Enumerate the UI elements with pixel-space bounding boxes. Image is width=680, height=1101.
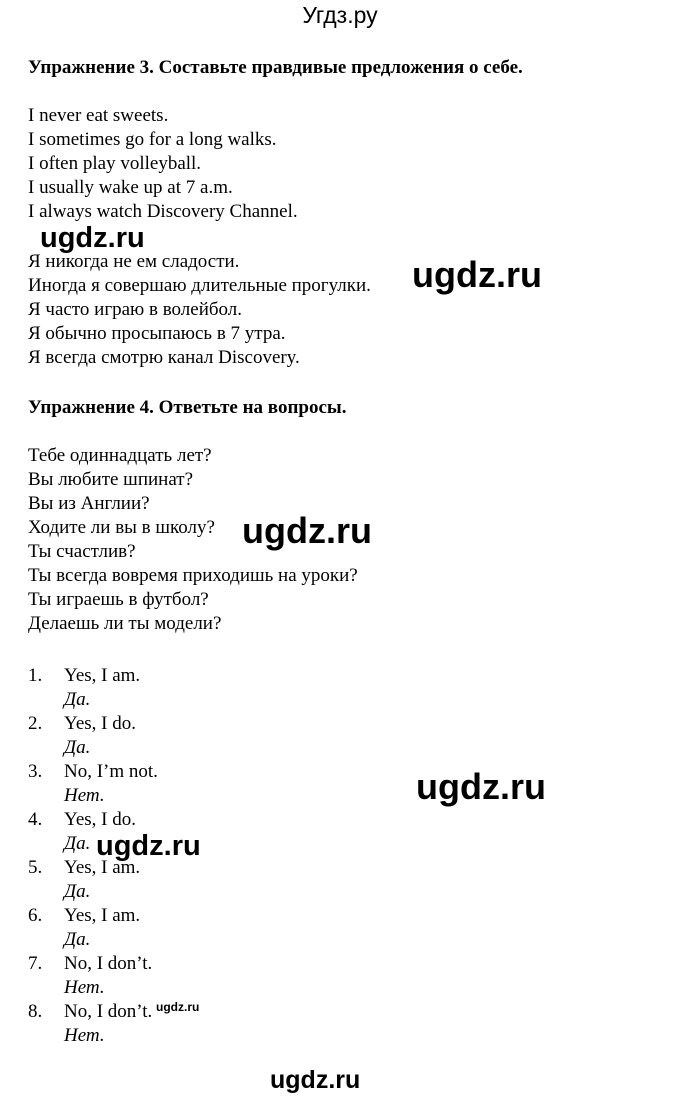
exercise-3-heading: Упражнение 3. Составьте правдивые предложения о себе. [28,57,523,78]
answer-english: No, I’m not. [64,761,158,782]
ex3-russian-line: Иногда я совершаю длительные прогулки. [28,275,371,296]
ex4-question: Вы любите шпинат? [28,469,193,490]
answer-russian: Да. [64,881,91,902]
ex4-question: Ты играешь в футбол? [28,589,209,610]
watermark: ugdz.ru [96,830,201,862]
ex3-english-line: I always watch Discovery Channel. [28,201,298,222]
answer-number: 5. [28,857,43,878]
answer-number: 8. [28,1001,43,1022]
answer-number: 1. [28,665,43,686]
site-title: Угдз.ру [302,2,378,28]
answer-english: No, I don’t. [64,1001,153,1022]
exercise-4-heading: Упражнение 4. Ответьте на вопросы. [28,397,347,418]
footer-watermark: ugdz.ru [270,1066,361,1094]
ex3-english-line: I often play volleyball. [28,153,202,174]
answer-russian: Да. [64,689,91,710]
watermark: ugdz.ru [416,766,546,807]
answer-russian: Нет. [64,977,105,998]
answer-english: Yes, I am. [64,905,141,926]
watermark: ugdz.ru [40,222,145,254]
answer-english: Yes, I do. [64,713,136,734]
ex3-russian-line: Я всегда смотрю канал Discovery. [28,347,300,368]
answer-russian: Да. [64,737,91,758]
ex4-question: Тебе одиннадцать лет? [28,445,212,466]
watermark: ugdz.ru [156,1000,200,1014]
answer-number: 7. [28,953,43,974]
answer-russian: Да. [64,929,91,950]
ex3-english-line: I sometimes go for a long walks. [28,129,277,150]
answer-english: Yes, I do. [64,809,136,830]
answer-english: Yes, I am. [64,857,141,878]
ex3-english-line: I usually wake up at 7 a.m. [28,177,233,198]
ex4-question: Вы из Англии? [28,493,150,514]
answer-number: 6. [28,905,43,926]
ex3-english-line: I never eat sweets. [28,105,169,126]
ex4-question: Ты всегда вовремя приходишь на уроки? [28,565,358,586]
watermark: ugdz.ru [412,254,542,295]
answer-english: No, I don’t. [64,953,153,974]
ex4-question: Ходите ли вы в школу? [28,517,215,538]
ex3-russian-line: Я никогда не ем сладости. [28,251,240,272]
answer-russian: Нет. [64,785,105,806]
answer-english: Yes, I am. [64,665,141,686]
answer-number: 3. [28,761,43,782]
watermark: ugdz.ru [242,510,372,551]
ex4-question: Делаешь ли ты модели? [28,613,222,634]
ex3-russian-line: Я обычно просыпаюсь в 7 утра. [28,323,286,344]
answer-russian: Да. [64,833,91,854]
answer-russian: Нет. [64,1025,105,1046]
ex4-question: Ты счастлив? [28,541,136,562]
ex3-russian-line: Я часто играю в волейбол. [28,299,243,320]
answer-number: 4. [28,809,43,830]
answer-number: 2. [28,713,43,734]
